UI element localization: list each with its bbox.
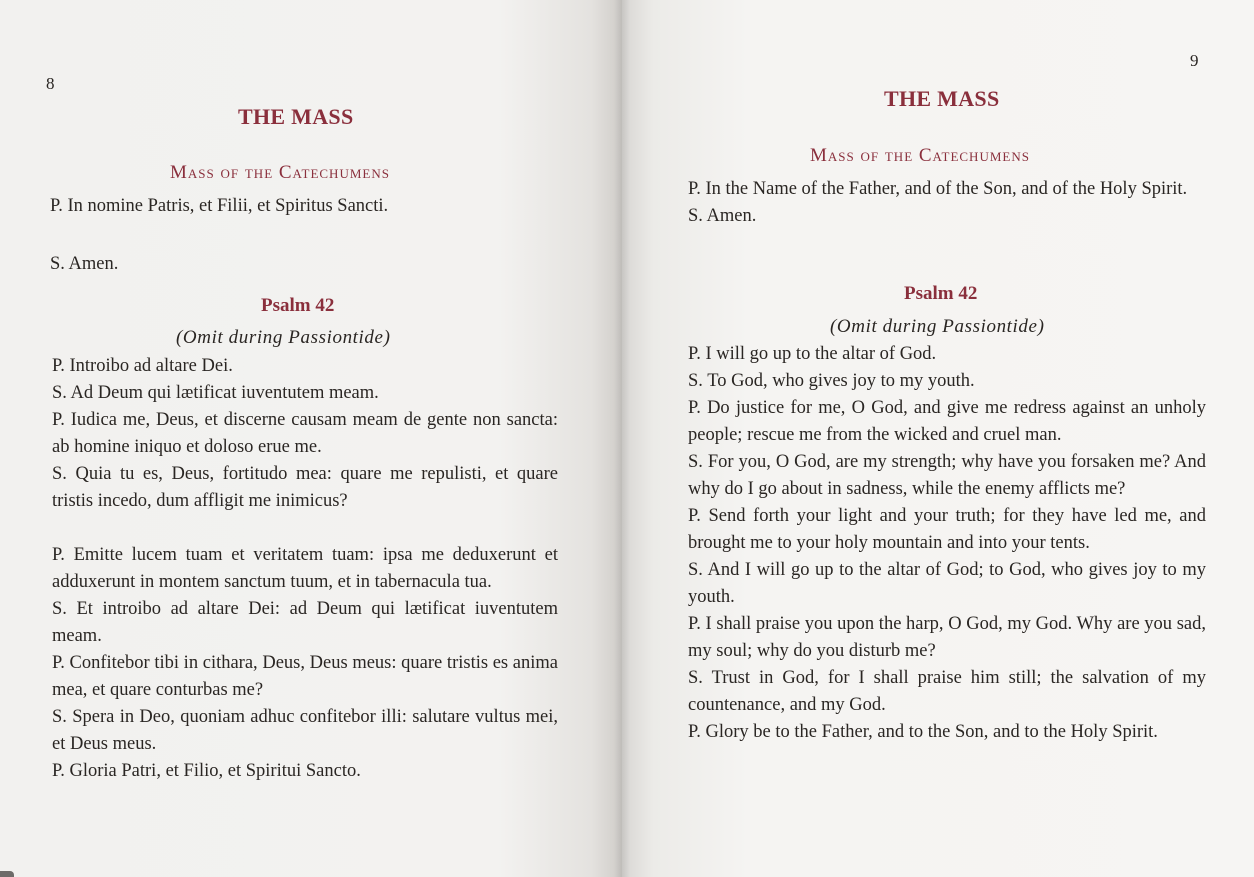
- verse: P. Gloria Patri, et Filio, et Spiritui Sancto.: [52, 761, 361, 781]
- verse: P. Glory be to the Father, and to the Son, and to the Holy Spirit.: [688, 722, 1158, 742]
- verse: P. Introibo ad altare Dei.: [52, 356, 233, 376]
- page-number: 8: [46, 74, 55, 93]
- verse: S. Trust in God, for I shall praise him still; the salvation of my countenance, and my God.: [688, 668, 1206, 715]
- verse: P. Emitte lucem tuam et veritatem tuam: ipsa me deduxerunt et adduxerunt in montem sanctum tuum, et in tabernacula tua.: [52, 545, 558, 592]
- verse: S. Quia tu es, Deus, fortitudo mea: quare me repulisti, et quare tristis incedo, dum affligit me inimicus?: [52, 464, 558, 511]
- verse: P. I will go up to the altar of God.: [688, 344, 937, 364]
- verse-block: [52, 353, 558, 785]
- opening-line: P. In nomine Patris, et Filii, et Spiritus Sancti.: [50, 196, 389, 216]
- corner-mark: [0, 871, 14, 877]
- verse: P. Confitebor tibi in cithara, Deus, Deus meus: quare tristis es anima mea, et quare conturbas me?: [52, 653, 558, 700]
- rubric: (Omit during Passiontide): [830, 316, 1045, 337]
- verse: P. Iudica me, Deus, et discerne causam meam de gente non sancta: ab homine iniquo et doloso erue me.: [52, 410, 558, 457]
- page-title: THE MASS: [884, 86, 1000, 111]
- opening-line: S. Amen.: [50, 254, 119, 274]
- opening-line: P. In the Name of the Father, and of the Son, and of the Holy Spirit.: [688, 179, 1188, 199]
- section-heading: Mass of the Catechumens: [810, 145, 1030, 166]
- opening-line: S. Amen.: [688, 206, 757, 226]
- section-heading: Mass of the Catechumens: [170, 162, 390, 183]
- book-gutter: [614, 0, 630, 877]
- verse-block: [688, 341, 1206, 746]
- verse: S. Et introibo ad altare Dei: ad Deum qui lætificat iuventutem meam.: [52, 599, 558, 646]
- verse: P. I shall praise you upon the harp, O God, my God. Why are you sad, my soul; why do you disturb me?: [688, 614, 1206, 661]
- verse: P. Do justice for me, O God, and give me redress against an unholy people; rescue me from the wicked and cruel man.: [688, 398, 1206, 445]
- opening-block: [688, 176, 1206, 230]
- left-page: [0, 0, 622, 877]
- verse: S. Ad Deum qui lætificat iuventutem meam.: [52, 383, 379, 403]
- verse: S. For you, O God, are my strength; why have you forsaken me? And why do I go about in sadness, while the enemy afflicts me?: [688, 452, 1206, 499]
- psalm-heading: Psalm 42: [904, 283, 978, 304]
- verse: S. To God, who gives joy to my youth.: [688, 371, 975, 391]
- verse: S. And I will go up to the altar of God; to God, who gives joy to my youth.: [688, 560, 1206, 607]
- verse: P. Send forth your light and your truth; for they have led me, and brought me to your holy mountain and into your tents.: [688, 506, 1206, 553]
- page-number: 9: [1190, 51, 1199, 70]
- right-page: [622, 0, 1254, 877]
- verse: S. Spera in Deo, quoniam adhuc confitebor illi: salutare vultus mei, et Deus meus.: [52, 707, 558, 754]
- rubric: (Omit during Passiontide): [176, 327, 391, 348]
- psalm-heading: Psalm 42: [261, 295, 335, 316]
- page-title: THE MASS: [238, 104, 354, 129]
